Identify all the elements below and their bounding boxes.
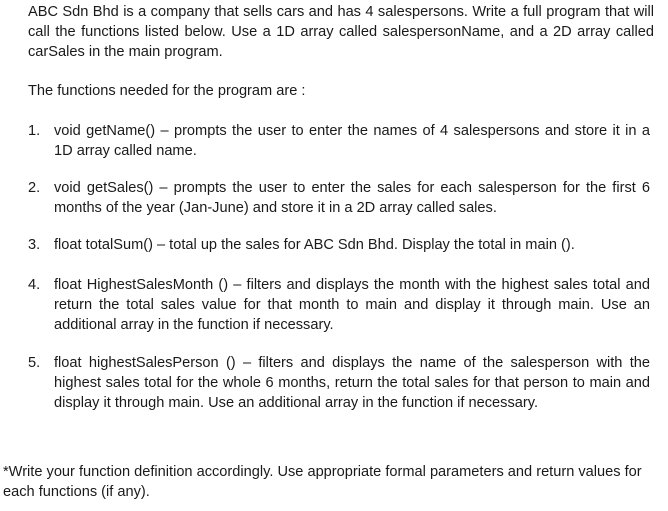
list-item-number: 4. — [28, 277, 41, 293]
list-item-text: void getSales() – prompts the user to enter the sales for each salesperson for the first 6 months of the year (Jan-June) and store it in a 2D array called sales. — [54, 180, 650, 216]
intro-paragraph: ABC Sdn Bhd is a company that sells cars and has 4 salespersons. Write a full program that will call the functions listed below. Use a 1D array called salespersonName, and a 2D array called carSales in the main program. — [28, 4, 654, 60]
list-item-number: 2. — [28, 180, 41, 196]
functions-heading: The functions needed for the program are : — [28, 83, 306, 99]
list-item-text: float totalSum() – total up the sales for ABC Sdn Bhd. Display the total in main (). — [54, 237, 575, 253]
list-item-text: void getName() – prompts the user to enter the names of 4 salespersons and store it in a 1D array called name. — [54, 123, 650, 159]
list-item-text: float highestSalesPerson () – filters and displays the name of the salesperson with the highest sales total for the whole 6 months, return the total sales for that person to main and display it through main. Use an additional array in the function if necessary. — [54, 355, 650, 411]
footnote: *Write your function definition accordingly. Use appropriate formal parameters and return values for each functions (if any). — [3, 464, 642, 500]
list-item-number: 5. — [28, 355, 41, 371]
list-item-text: float HighestSalesMonth () – filters and displays the month with the highest sales total and return the total sales value for that month to main and display it through main. Use an additional array in the function if necessary. — [54, 277, 650, 333]
list-item-number: 1. — [28, 123, 41, 139]
list-item-number: 3. — [28, 237, 41, 253]
